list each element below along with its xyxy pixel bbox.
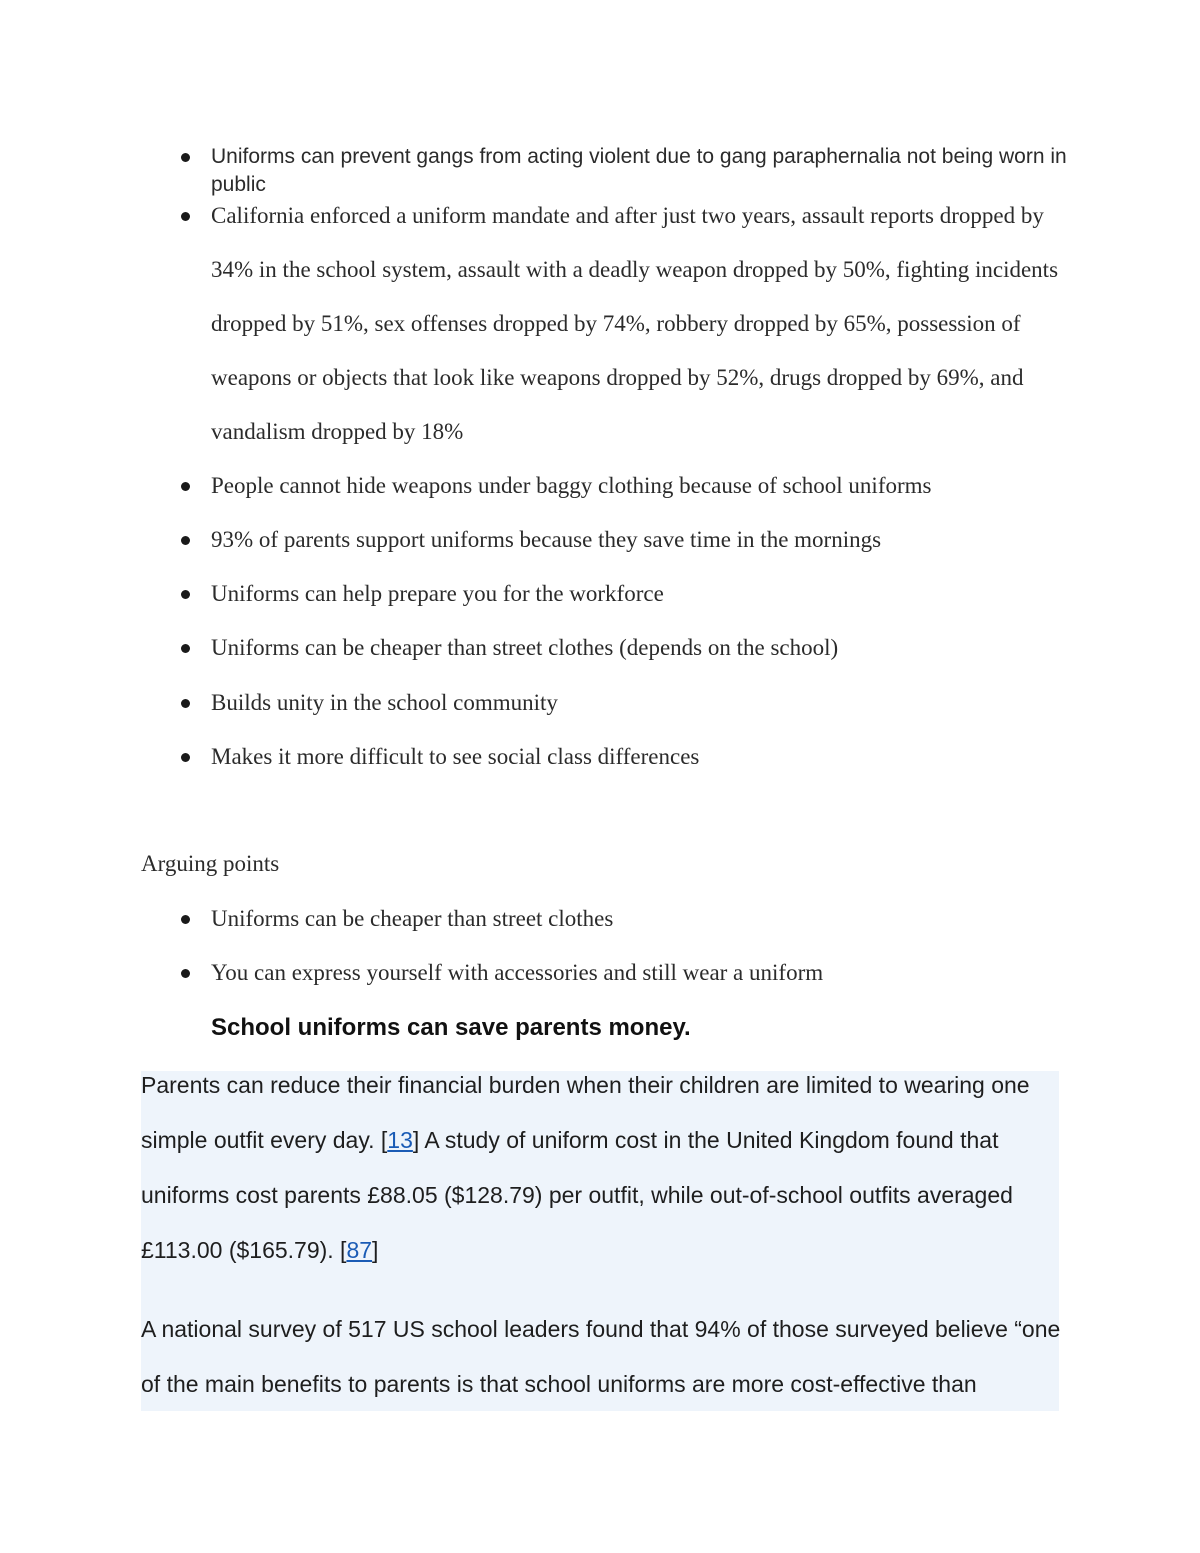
arguing-points-heading: Arguing points xyxy=(141,851,280,876)
bullet-icon xyxy=(181,969,190,978)
bullet-icon xyxy=(181,699,190,708)
citation-link[interactable]: 13 xyxy=(387,1127,413,1153)
list-item: People cannot hide weapons under baggy clothing because of school uniforms xyxy=(211,473,932,498)
paragraph-text: ] A study of uniform cost in the United Kingdom found that uniforms cost parents £88.05 ($128.79) per outfit, while out-of-school outfits averaged £113.00 ($165.79). [ xyxy=(141,1127,1013,1263)
citation-link[interactable]: 87 xyxy=(346,1237,373,1263)
paragraph-text: Parents can reduce their financial burden when their children are limited to wearing one simple outfit every day. [ xyxy=(141,1072,1030,1153)
list-item: California enforced a uniform mandate and after just two years, assault reports dropped by 34% in the school system, assault with a deadly weapon dropped by 50%, fighting incidents dropped by 51%, sex offenses dropped by 74%, robbery dropped by 65%, possession of weapons or objects that look like weapons dropped by 52%, drugs dropped by 69%, and vandalism dropped by 18% xyxy=(211,203,1059,444)
list-item: Uniforms can prevent gangs from acting violent due to gang paraphernalia not being worn in public xyxy=(211,145,1067,196)
paragraph-cost-study xyxy=(141,1058,1071,1278)
bullet-icon xyxy=(181,212,190,221)
paragraph-survey: A national survey of 517 US school leaders found that 94% of those surveyed believe “one of the main benefits to parents is that school uniforms are more cost-effective than xyxy=(141,1316,1061,1397)
list-item: Builds unity in the school community xyxy=(211,690,558,715)
bullet-icon xyxy=(181,536,190,545)
list-item: You can express yourself with accessories and still wear a uniform xyxy=(211,960,824,985)
list-item: 93% of parents support uniforms because they save time in the mornings xyxy=(211,527,882,552)
list-item: Uniforms can help prepare you for the workforce xyxy=(211,581,664,606)
bullet-icon xyxy=(181,644,190,653)
list-item: Uniforms can be cheaper than street clothes (depends on the school) xyxy=(211,635,839,660)
bullet-icon xyxy=(181,915,190,924)
bullet-icon xyxy=(181,153,190,162)
list-item: Uniforms can be cheaper than street clothes xyxy=(211,906,614,931)
paragraph-text: ] xyxy=(372,1237,379,1263)
bullet-icon xyxy=(181,590,190,599)
bullet-icon xyxy=(181,482,190,491)
list-item: Makes it more difficult to see social class differences xyxy=(211,744,700,769)
section-heading: School uniforms can save parents money. xyxy=(211,1014,691,1041)
bullet-icon xyxy=(181,753,190,762)
